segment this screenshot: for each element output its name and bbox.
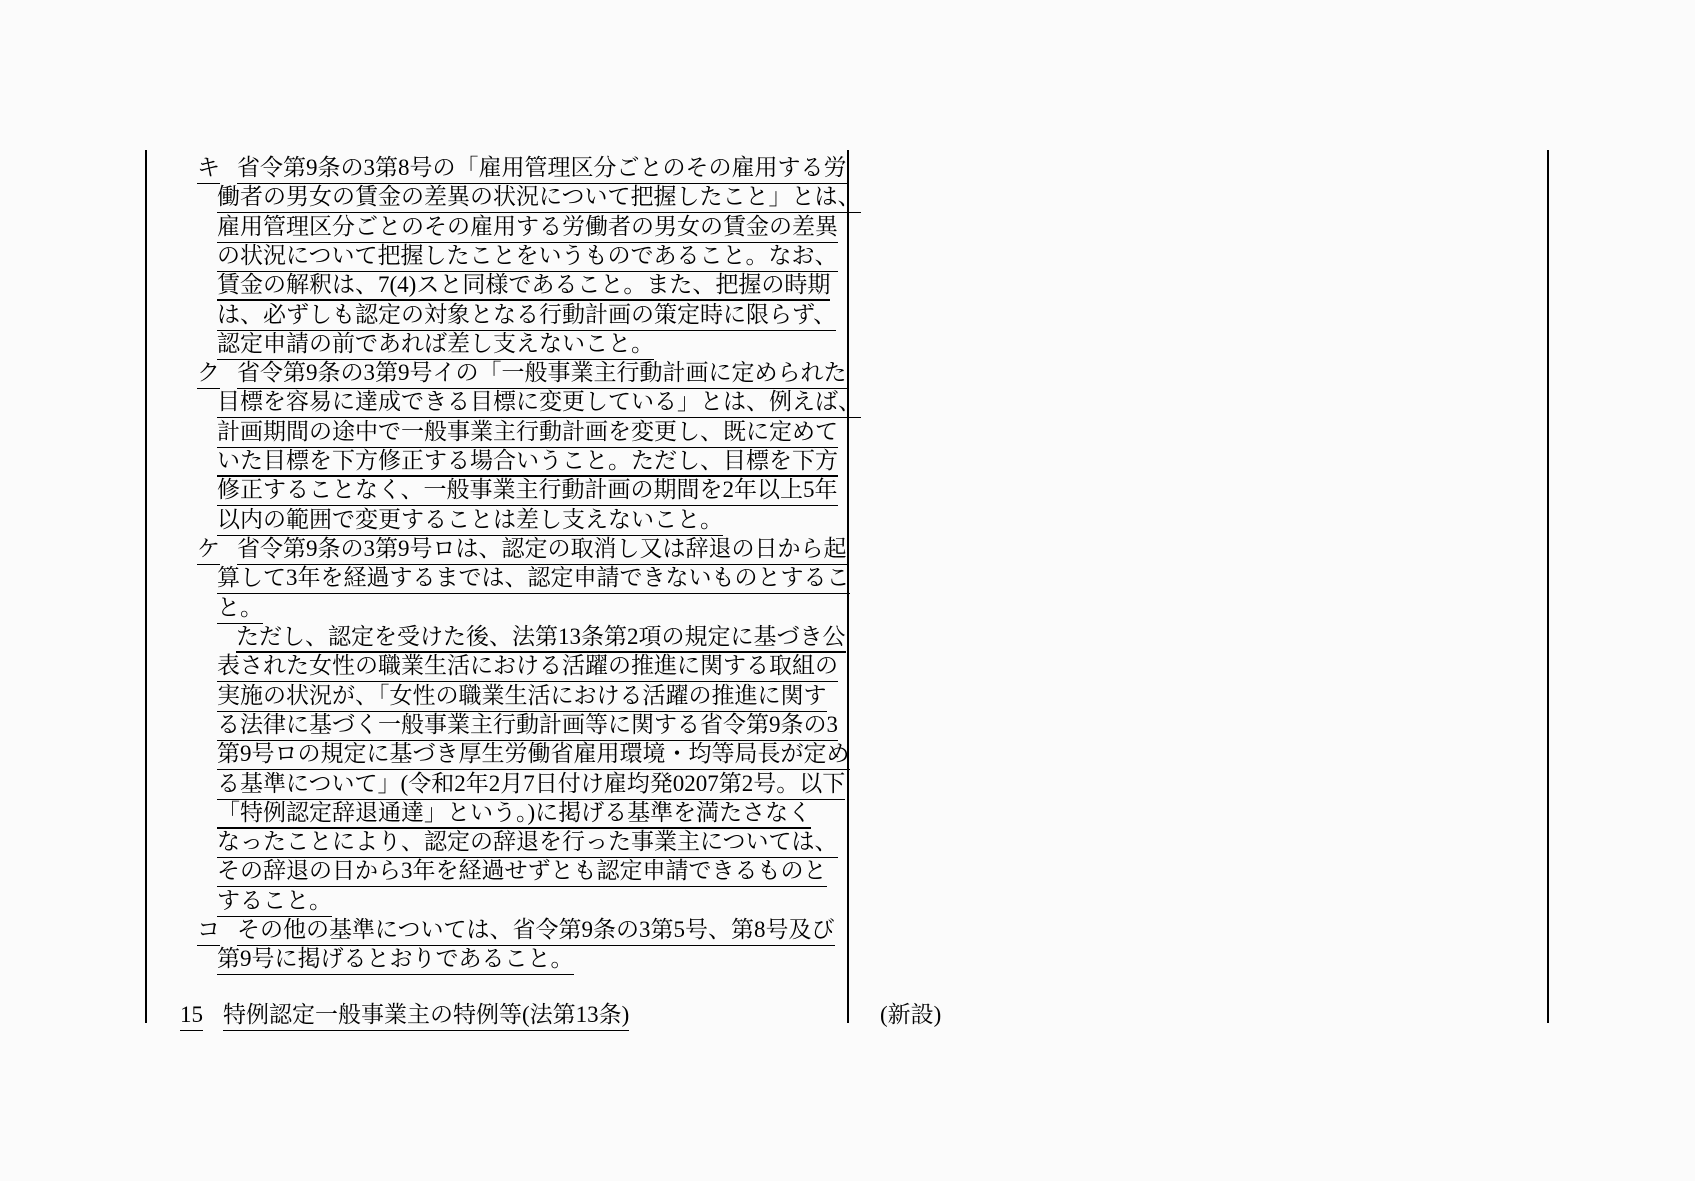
item-ke-line	[197, 535, 847, 562]
line-text: 以内の範囲で変更することは差し支えないこと。	[217, 507, 723, 536]
text-line	[217, 652, 838, 679]
text-line	[217, 682, 827, 709]
text-line	[217, 799, 811, 826]
line-text: 計画期間の途中で一般事業主行動計画を変更し、既に定めて	[217, 419, 838, 448]
text-line	[217, 594, 263, 621]
text-line	[217, 242, 838, 269]
item-ku-line	[197, 359, 847, 386]
line-text: る法律に基づく一般事業主行動計画等に関する省令第9条の3	[217, 712, 838, 741]
section-number: 15	[180, 1002, 203, 1031]
line-text: 修正することなく、一般事業主行動計画の期間を2年以上5年	[217, 477, 838, 506]
line-text: 第9号ロの規定に基づき厚生労働省雇用環境・均等局長が定め	[217, 741, 850, 770]
text-line	[217, 301, 836, 328]
line-text: 雇用管理区分ごとのその雇用する労働者の男女の賃金の差異	[217, 214, 838, 243]
table-right-border-line	[1547, 150, 1549, 1023]
item-label: ク	[197, 360, 220, 389]
line-text: 表された女性の職業生活における活躍の推進に関する取組の	[217, 653, 838, 682]
line-text: 省令第9条の3第9号ロは、認定の取消し又は辞退の日から起	[237, 536, 847, 565]
line-text: と。	[217, 595, 263, 624]
line-text: ただし、認定を受けた後、法第13条第2項の規定に基づき公	[236, 624, 846, 653]
new-provision-note	[880, 1001, 941, 1028]
note-text: (新設)	[880, 1002, 942, 1027]
item-label: キ	[197, 155, 220, 184]
item-ki-line	[197, 154, 847, 181]
line-text: いた目標を下方修正する場合いうこと。ただし、目標を下方	[217, 448, 838, 477]
line-text: 省令第9条の3第8号の「雇用管理区分ごとのその雇用する労	[237, 155, 847, 184]
line-text: 実施の状況が、「女性の職業生活における活躍の推進に関す	[217, 683, 827, 712]
text-line	[217, 887, 332, 914]
text-line	[217, 330, 654, 357]
line-text: 省令第9条の3第9号イの「一般事業主行動計画に定められた	[237, 360, 847, 389]
line-text: の状況について把握したことをいうものであること。なお、	[217, 243, 838, 272]
text-line	[217, 945, 574, 972]
text-line	[217, 476, 838, 503]
line-text: その辞退の日から3年を経過せずとも認定申請できるものと	[217, 858, 827, 887]
line-text: 「特例認定辞退通達」という。)に掲げる基準を満たさなく	[217, 800, 811, 829]
line-text: 働者の男女の賃金の差異の状況について把握したこと」とは、	[217, 184, 861, 213]
item-label: ケ	[197, 536, 220, 565]
text-line	[217, 564, 850, 591]
text-line	[236, 623, 846, 650]
text-line	[217, 857, 827, 884]
section-title: 特例認定一般事業主の特例等(法第13条)	[223, 1002, 629, 1031]
text-line	[217, 183, 861, 210]
line-text: 第9号に掲げるとおりであること。	[217, 946, 574, 975]
text-line	[217, 271, 830, 298]
text-line	[217, 213, 838, 240]
text-line	[217, 828, 838, 855]
line-text: 認定申請の前であれば差し支えないこと。	[217, 331, 654, 360]
item-label: コ	[197, 917, 220, 946]
text-line	[217, 770, 845, 797]
section-15-heading	[180, 1001, 629, 1028]
text-line	[217, 447, 838, 474]
line-text: すること。	[217, 888, 332, 917]
line-text: る基準について」(令和2年2月7日付け雇均発0207第2号。以下	[217, 771, 845, 800]
item-ko-line	[197, 916, 835, 943]
line-text: は、必ずしも認定の対象となる行動計画の策定時に限らず、	[217, 302, 836, 331]
text-line	[217, 711, 838, 738]
text-line	[217, 506, 723, 533]
line-text: 算して3年を経過するまでは、認定申請できないものとするこ	[217, 565, 850, 594]
line-text: 賃金の解釈は、7(4)スと同様であること。また、把握の時期	[217, 272, 830, 301]
table-left-border-line	[145, 150, 147, 1023]
text-line	[217, 740, 850, 767]
line-text: 目標を容易に達成できる目標に変更している」とは、例えば、	[217, 389, 861, 418]
line-text: その他の基準については、省令第9条の3第5号、第8号及び	[237, 917, 835, 946]
line-text: なったことにより、認定の辞退を行った事業主については、	[217, 829, 838, 858]
text-line	[217, 388, 861, 415]
text-line	[217, 418, 838, 445]
